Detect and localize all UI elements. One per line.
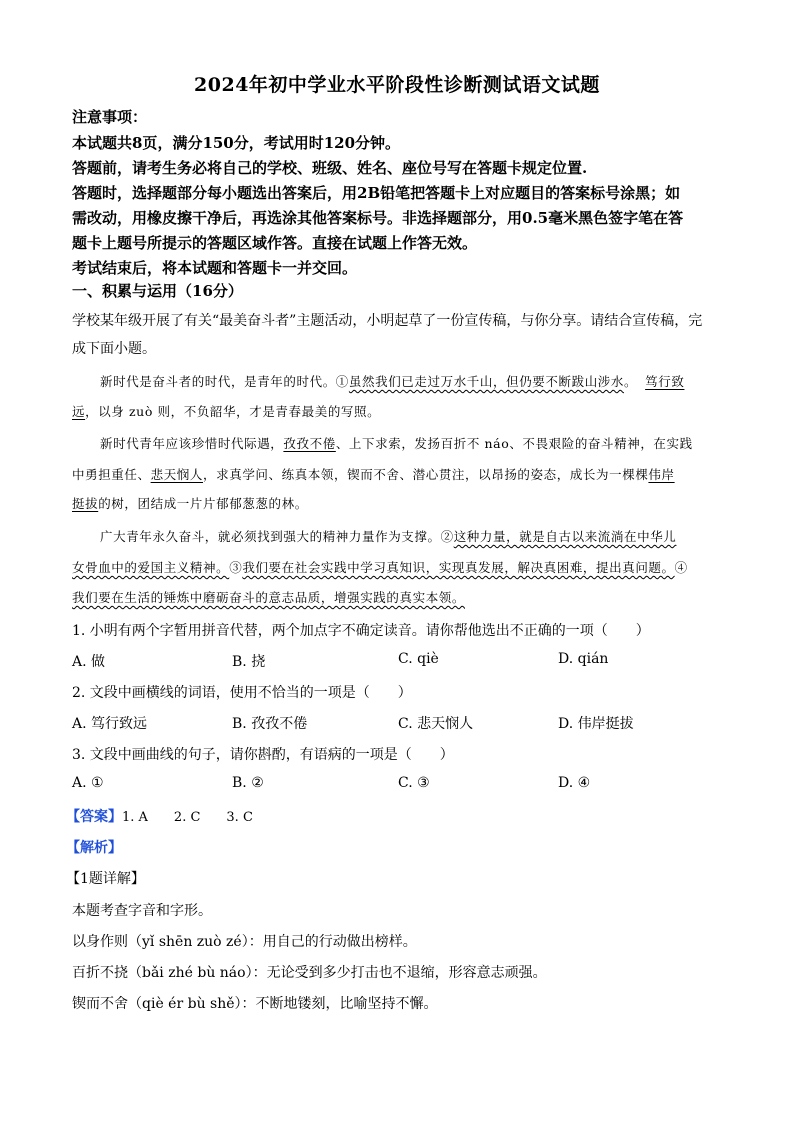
passage-line: 新时代青年应该珍惜时代际遇，孜孜不倦、上下求索，发扬百折不 náo、不畏艰险的奋斗精神，在实践 xyxy=(100,436,693,451)
passage-line: 中勇担重任、悲天悯人，求真学问、练真本领，锲而不舍、潜心贯注，以昂扬的姿态，成长为一棵棵伟岸 xyxy=(72,467,675,482)
answer-text: 1. A 2. C 3. C xyxy=(122,810,253,825)
option-a: A. ① xyxy=(72,775,104,791)
notice-line: 答题前，请考生务必将自己的学校、班级、姓名、座位号写在答题卡规定位置. xyxy=(72,159,588,177)
analysis-text: 本题考查字音和字形。 xyxy=(72,903,212,919)
passage-line: 广大青年永久奋斗，就必须找到强大的精神力量作为支撑。②这种力量，就是自古以来流淌在中华儿 xyxy=(100,529,677,544)
underlined-term: 孜孜不倦 xyxy=(283,436,336,451)
option-c: C. qiè xyxy=(398,651,439,667)
section-heading: 一、积累与运用（16分） xyxy=(72,282,243,300)
option-c: C. ③ xyxy=(398,775,430,791)
intro-text: 学校某年级开展了有关“最美奋斗者”主题活动，小明起草了一份宣传稿，与你分享。请结合宣传稿，完 xyxy=(72,313,703,329)
passage-line: 新时代是奋斗者的时代，是青年的时代。①虽然我们已走过万水千山，但仍要不断跋山涉水。 笃行致 xyxy=(100,374,685,389)
analysis-tag: 【解析】 xyxy=(66,840,122,856)
notice-line: 答题时，选择题部分每小题选出答案后，用2B铅笔把答题卡上对应题目的答案标号涂黑；如 xyxy=(72,184,681,202)
sentence-2: 女骨血中的爱国主义精神。 xyxy=(72,560,230,575)
underlined-term: 挺拔 xyxy=(72,496,99,511)
notice-line: 题卡上题号所提示的答题区域作答。直接在试题上作答无效。 xyxy=(72,234,478,252)
notice-line: 本试题共8页，满分150分，考试用时120分钟。 xyxy=(72,134,401,152)
passage-line xyxy=(72,588,465,606)
passage-line: 挺拔的树，团结成一片片郁郁葱葱的林。 xyxy=(72,496,308,511)
analysis-line xyxy=(66,837,122,857)
analysis-subheading: 【1题详解】 xyxy=(66,871,145,887)
notice-heading: 注意事项： xyxy=(72,108,148,126)
analysis-text: 锲而不舍（qiè ér bù shě）：不断地镂刻，比喻坚持不懈。 xyxy=(72,996,438,1012)
intro-text: 成下面小题。 xyxy=(72,341,156,357)
option-a: A. 笃行致远 xyxy=(72,716,148,732)
page-title: 2024年初中学业水平阶段性诊断测试语文试题 xyxy=(194,74,600,96)
sentence-1: 虽然我们已走过万水千山，但仍要不断跋山涉水 xyxy=(348,374,625,389)
passage-line: 远，以身 zuò 则，不负韶华，才是青春最美的写照。 xyxy=(72,404,381,419)
answer-line xyxy=(66,806,253,826)
underlined-term: 远 xyxy=(72,404,86,419)
underlined-term: 伟岸 xyxy=(648,467,675,482)
passage-line: 女骨血中的爱国主义精神。③我们要在社会实践中学习真知识，实现真发展，解决真困难，提出真问题。④ xyxy=(72,560,688,575)
question-stem: 3. 文段中画曲线的句子，请你斟酌，有语病的一项是（ ） xyxy=(72,747,454,763)
option-d: D. ④ xyxy=(558,775,591,791)
sentence-3: 我们要在社会实践中学习真知识，实现真发展，解决真困难，提出真问题。 xyxy=(242,560,675,575)
option-b: B. 孜孜不倦 xyxy=(232,716,308,732)
underlined-term: 笃行致 xyxy=(645,374,685,389)
underlined-term: 悲天悯人 xyxy=(150,467,204,482)
analysis-text: 百折不挠（bǎi zhé bù náo）：无论受到多少打击也不退缩，形容意志顽强。 xyxy=(72,965,547,981)
question-stem: 2. 文段中画横线的词语，使用不恰当的一项是（ ） xyxy=(72,685,412,701)
option-c: C. 悲天悯人 xyxy=(398,716,474,732)
analysis-text: 以身作则（yǐ shēn zuò zé）：用自己的行动做出榜样。 xyxy=(72,934,417,950)
option-b: B. 挠 xyxy=(232,654,266,670)
option-d: D. qián xyxy=(558,651,609,667)
sentence-2: 这种力量，就是自古以来流淌在中华儿 xyxy=(453,529,677,544)
answer-tag: 【答案】 xyxy=(66,809,122,825)
notice-line: 需改动，用橡皮擦干净后，再选涂其他答案标号。非选择题部分，用0.5毫米黑色签字笔在答 xyxy=(72,209,684,227)
option-a: A. 做 xyxy=(72,654,106,670)
option-d: D. 伟岸挺拔 xyxy=(558,716,634,732)
sentence-4: 我们要在生活的锤炼中磨砺奋斗的意志品质，增强实践的真实本领。 xyxy=(72,590,466,605)
notice-line: 考试结束后，将本试题和答题卡一并交回。 xyxy=(72,259,358,277)
option-b: B. ② xyxy=(232,775,264,791)
question-stem: 1. 小明有两个字暂用拼音代替，两个加点字不确定读音。请你帮他选出不正确的一项（ ） xyxy=(72,623,650,639)
